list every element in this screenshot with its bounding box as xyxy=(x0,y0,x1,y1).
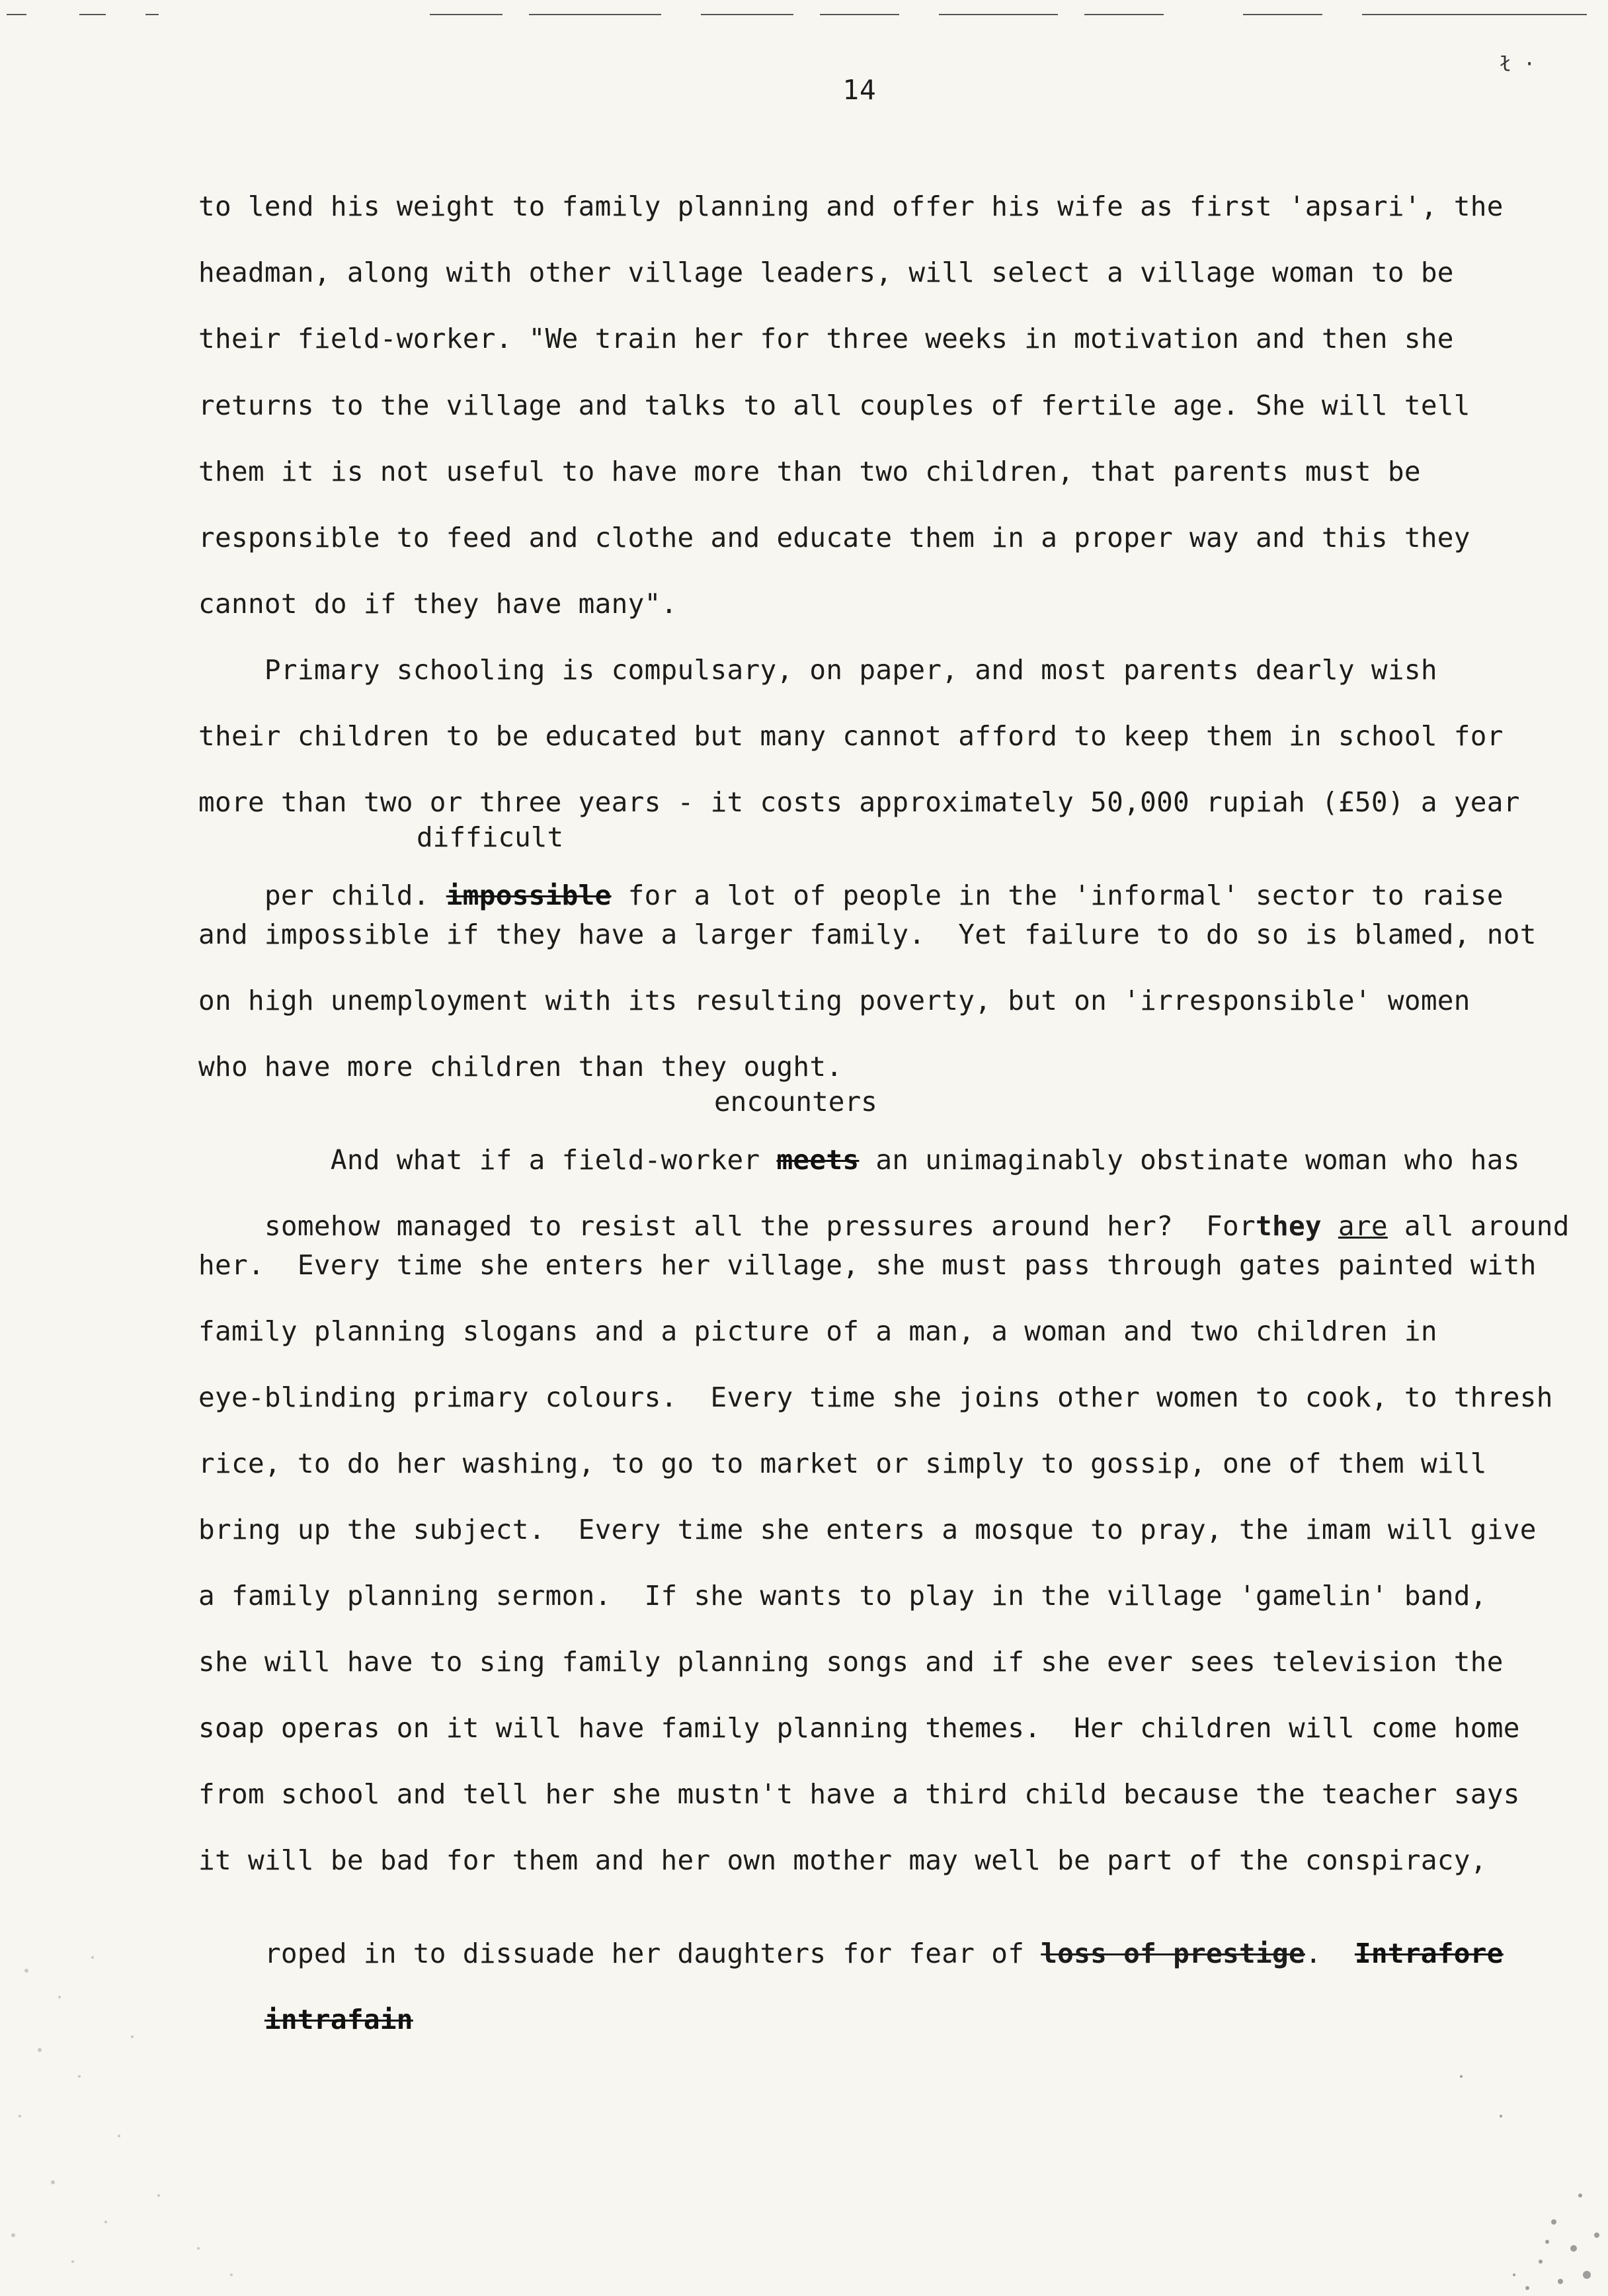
text-line: who have more children than they ought. xyxy=(198,1051,843,1083)
paragraph-start: Primary schooling is compulsary, on paper, and most parents dearly wish xyxy=(198,654,1437,686)
text-line: their field-worker. "We train her for three weeks in motivation and then she xyxy=(198,323,1454,354)
text-line: she will have to sing family planning songs and if she ever sees television the xyxy=(198,1646,1504,1678)
line-suffix: for a lot of people in the 'informal' sector to raise xyxy=(611,880,1504,911)
text-line: more than two or three years - it costs approximately 50,000 rupiah (£50) a year xyxy=(198,786,1520,818)
struck-word: impossible xyxy=(446,880,612,911)
text-line: a family planning sermon. If she wants to play in the village 'gamelin' band, xyxy=(198,1580,1487,1612)
top-edge-marks xyxy=(0,12,1608,17)
text-line: them it is not useful to have more than two children, that parents must be xyxy=(198,456,1421,487)
scan-noise-right xyxy=(1422,2050,1608,2296)
text-line: soap operas on it will have family planning themes. Her children will come home xyxy=(198,1712,1520,1744)
line-period: . xyxy=(1305,1938,1322,1969)
line-prefix: And what if a field-worker xyxy=(264,1144,777,1176)
text-line: it will be bad for them and her own mother may well be part of the conspiracy, xyxy=(198,1844,1487,1876)
line-suffix: all around xyxy=(1387,1210,1570,1242)
struck-word: meets xyxy=(776,1144,860,1176)
text-line: their children to be educated but many cannot afford to keep them in school for xyxy=(198,720,1504,752)
line-prefix: per child. xyxy=(264,880,446,911)
line-prefix: somehow managed to resist all the pressures around her? For xyxy=(264,1210,1256,1242)
handwritten-insertion: encounters xyxy=(714,1086,877,1118)
text-line: bring up the subject. Every time she enters a mosque to pray, the imam will give xyxy=(198,1514,1537,1545)
text-line: and impossible if they have a larger family. Yet failure to do so is blamed, not xyxy=(198,919,1537,950)
text-line: cannot do if they have many". xyxy=(198,588,678,620)
text-line: on high unemployment with its resulting poverty, but on 'irresponsible' women xyxy=(198,985,1470,1016)
emphasis-word: they xyxy=(1255,1210,1322,1242)
line-prefix: roped in to dissuade her daughters for fear of xyxy=(264,1938,1041,1969)
struck-word: Intrafore xyxy=(1354,1938,1504,1969)
text-line: responsible to feed and clothe and educate them in a proper way and this they xyxy=(198,522,1470,554)
text-line: rice, to do her washing, to go to market or simply to gossip, one of them will xyxy=(198,1448,1487,1479)
line-suffix: an unimaginably obstinate woman who has xyxy=(859,1144,1520,1176)
scan-noise-left xyxy=(0,1918,397,2288)
text-line: from school and tell her she mustn't have a third child because the teacher says xyxy=(198,1778,1520,1810)
text-line: family planning slogans and a picture of a man, a woman and two children in xyxy=(198,1315,1437,1347)
text-line: headman, along with other village leaders, will select a village woman to be xyxy=(198,257,1454,288)
underlined-word: are xyxy=(1338,1210,1388,1242)
struck-phrase: loss of prestige xyxy=(1041,1938,1305,1969)
handwritten-insertion: difficult xyxy=(417,821,564,853)
corner-mark: ł · xyxy=(1500,53,1536,76)
struck-word: intrafain xyxy=(264,2004,413,2035)
text-line: returns to the village and talks to all couples of fertile age. She will tell xyxy=(198,390,1470,421)
text-line: to lend his weight to family planning and offer his wife as first 'apsari', the xyxy=(198,190,1504,222)
text-line: eye-blinding primary colours. Every time she joins other women to cook, to thresh xyxy=(198,1381,1553,1413)
page-number: 14 xyxy=(842,74,877,106)
text-line: her. Every time she enters her village, she must pass through gates painted with xyxy=(198,1249,1537,1281)
